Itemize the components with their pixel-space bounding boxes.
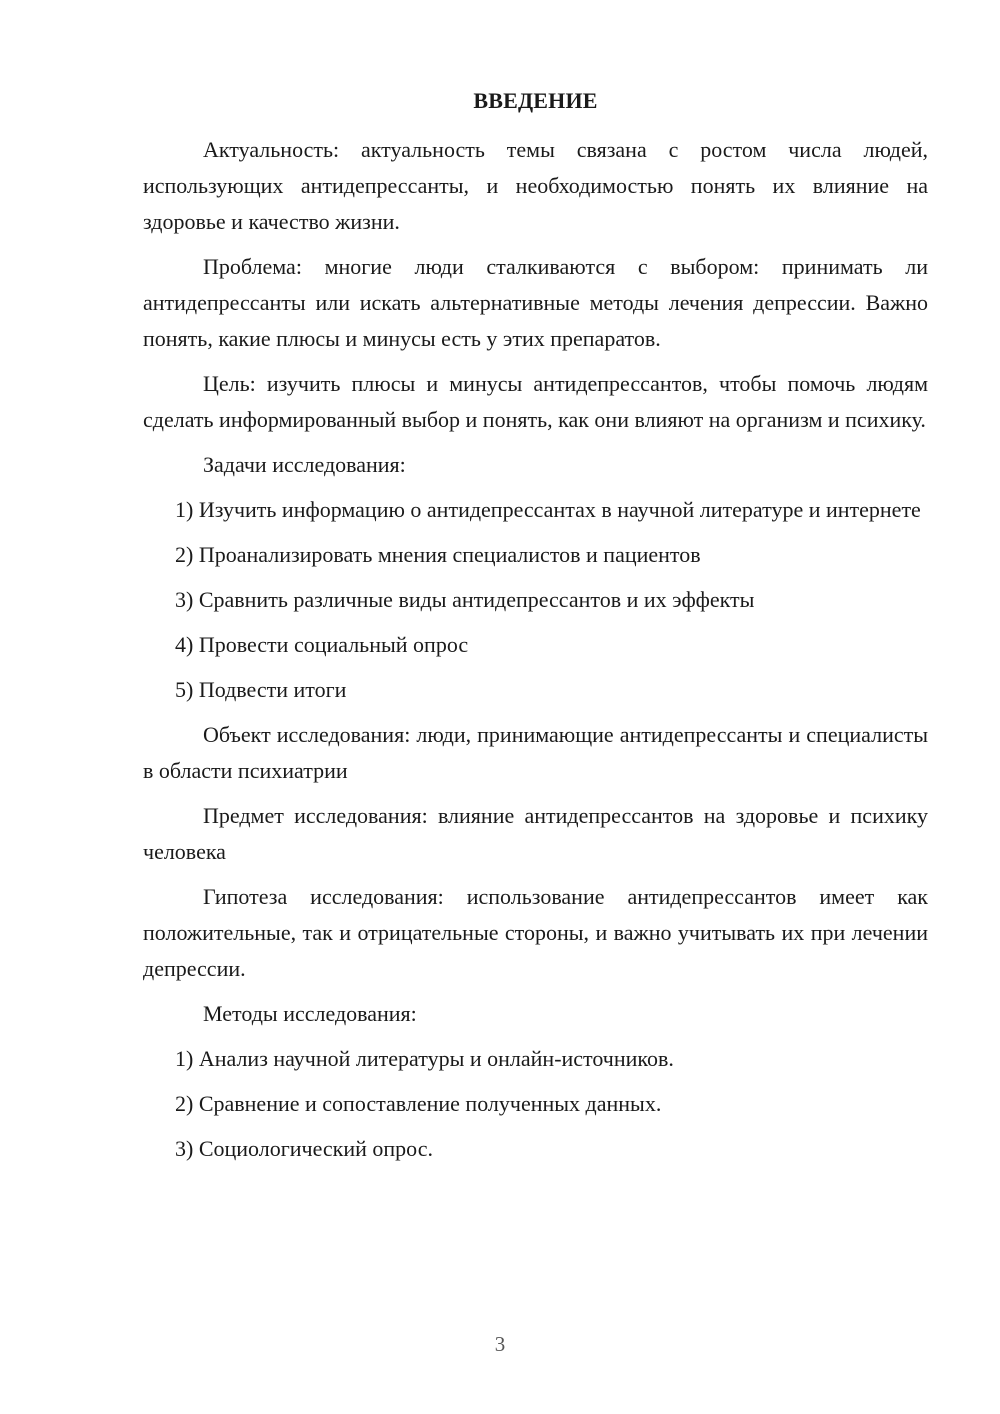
- methods-list: [143, 1041, 928, 1167]
- tasks-list: [143, 492, 928, 708]
- list-item: 4) Провести социальный опрос: [175, 632, 469, 657]
- list-item: 5) Подвести итоги: [175, 677, 347, 702]
- page-title: ВВЕДЕНИЕ: [473, 88, 598, 113]
- document-page: [143, 88, 928, 1176]
- goal-paragraph: Цель: изучить плюсы и минусы антидепрессантов, чтобы помочь людям сделать информированный выбор и понять, как они влияют на организм и психику.: [143, 371, 928, 432]
- list-item: 1) Анализ научной литературы и онлайн-источников.: [175, 1046, 674, 1071]
- list-item: 1) Изучить информацию о антидепрессантах в научной литературе и интернете: [175, 497, 921, 522]
- list-item: 3) Сравнить различные виды антидепрессантов и их эффекты: [175, 587, 755, 612]
- list-item: 3) Социологический опрос.: [175, 1136, 433, 1161]
- object-paragraph: Объект исследования: люди, принимающие антидепрессанты и специалисты в области психиатрии: [143, 722, 928, 783]
- relevance-paragraph: Актуальность: актуальность темы связана с ростом числа людей, использующих антидепрессанты, и необходимостью понять их влияние на здоровье и качество жизни.: [143, 137, 928, 234]
- problem-paragraph: Проблема: многие люди сталкиваются с выбором: принимать ли антидепрессанты или искать альтернативные методы лечения депрессии. Важно понять, какие плюсы и минусы есть у этих препаратов.: [143, 254, 928, 351]
- hypothesis-paragraph: Гипотеза исследования: использование антидепрессантов имеет как положительные, так и отрицательные стороны, и важно учитывать их при лечении депрессии.: [143, 884, 928, 981]
- tasks-title: Задачи исследования:: [203, 452, 406, 477]
- list-item: 2) Проанализировать мнения специалистов и пациентов: [175, 542, 701, 567]
- page-number: 3: [494, 1332, 506, 1356]
- methods-title: Методы исследования:: [203, 1001, 417, 1026]
- list-item: 2) Сравнение и сопоставление полученных данных.: [175, 1091, 662, 1116]
- subject-paragraph: Предмет исследования: влияние антидепрессантов на здоровье и психику человека: [143, 803, 928, 864]
